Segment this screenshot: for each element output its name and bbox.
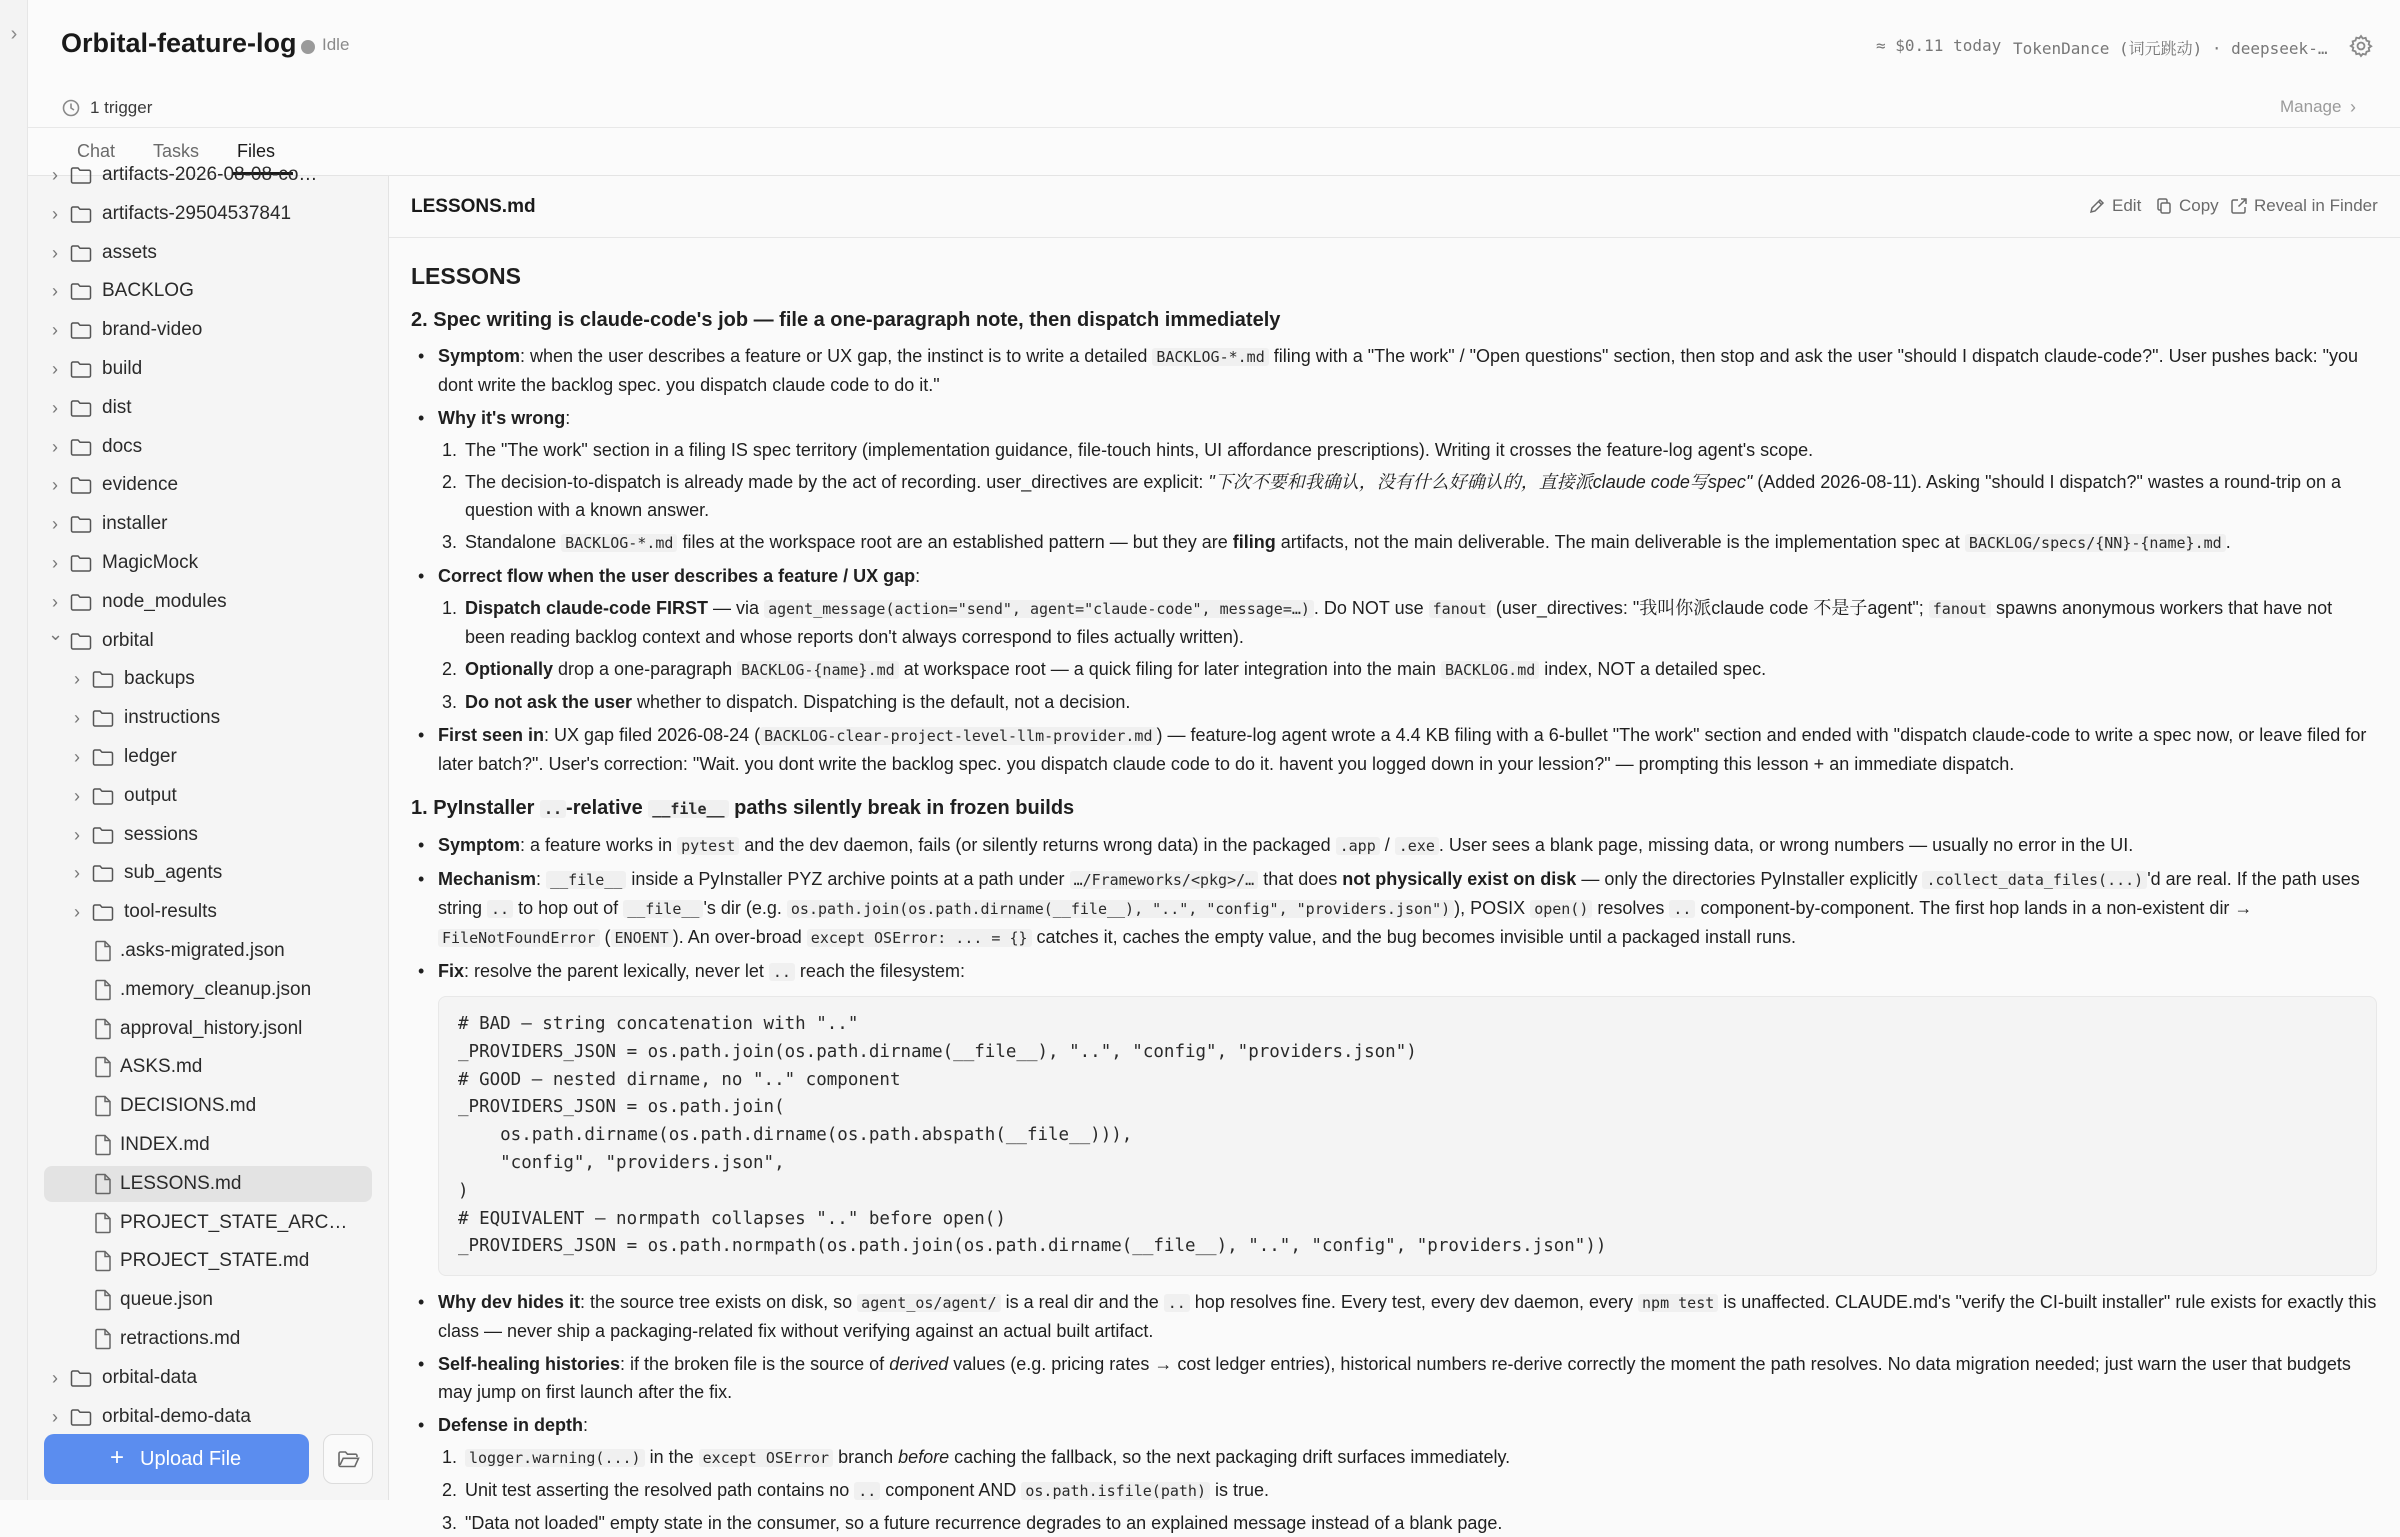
folder-icon [92,669,114,689]
tree-folder-docs[interactable] [44,429,372,465]
tree-item-label: DECISIONS.md [120,1095,257,1117]
left-rail [0,0,28,1500]
external-link-icon [2230,197,2248,215]
chevron-right-icon[interactable]: › [52,514,58,535]
tree-item-label: INDEX.md [120,1134,210,1155]
tree-folder-assets[interactable] [44,235,372,271]
file-icon [94,1289,112,1311]
tree-file-asks-md[interactable] [44,1049,372,1085]
chevron-right-icon[interactable]: › [52,397,58,418]
tree-item-label: dist [102,396,132,418]
tree-folder-backups[interactable] [44,661,372,697]
tree-item-label: artifacts-29504537841 [102,202,292,224]
file-toolbar [389,176,2400,238]
file-icon [94,979,112,1001]
tree-item-label: PROJECT_STATE_ARC… [120,1211,348,1233]
file-icon [94,1250,112,1272]
folder-icon [70,165,92,185]
folder-icon [70,204,92,224]
file-tree[interactable] [28,164,389,1427]
list-item: • Why it's wrong: 1. The "The work" section in a filing IS spec territory (implementation guidance, file-touch hints, UI affordance prescriptions). Writing it crosses the feature-log agent's scope. 2. The decision-to-dispatch is already made by the act of recording. user_directives are explicit: "下次不要和我确认，没有什么好确认的，直接派claude code写spec" (Added 2026-08-11). Asking "should I dispatch?" wastes a round-trip on a question with a known answer. 3. Standalone BACKLOG-*.md files at the workspace root are an established pattern — but they are filing artifacts, not the main deliverable. The main deliverable is the implementation spec at BACKLOG/specs/{NN}-{name}.md . [411,404,2377,557]
list-item: 2. The decision-to-dispatch is already made by the act of recording. user_directives are explicit: "下次不要和我确认，没有什么好确认的，直接派claude code写spec" (Added 2026-08-11). Asking "should I dispatch?" wastes a round-trip on a question with a known answer. [442,472,2342,520]
tree-item-label: orbital-demo-data [102,1405,251,1427]
tree-file-memory-cleanup-json[interactable] [44,972,372,1008]
clock-icon [61,98,81,118]
cost-today: ≈ $0.11 today [1876,36,2002,55]
copy-label: Copy [2179,196,2219,215]
tree-item-label: sessions [124,823,198,845]
tree-item-label: orbital [102,629,154,651]
file-icon [94,1018,112,1040]
chevron-right-icon[interactable]: › [52,591,58,612]
chevron-right-icon[interactable]: › [74,708,80,729]
tree-item-label: build [102,358,143,379]
tree-item-label: MagicMock [102,552,199,573]
gear-icon[interactable] [2348,33,2374,59]
folder-icon [92,902,114,922]
model-selector[interactable]: TokenDance (词元跳动) · deepseek-… [2013,39,2328,58]
manage-triggers-link[interactable]: Manage [2280,97,2342,116]
tree-item-label: instructions [124,707,221,729]
list-item: 1. Dispatch claude-code FIRST — via agent_message(action="send", agent="claude-code", message=…) . Do NOT use fanout (user_directives: "我叫你派claude code 不是子agent"; fanout spawns anonymous workers that have not been reading backlog context and whose reports don't always correspond to files actually written). [442,598,2333,647]
list-item: 3. "Data not loaded" empty state in the consumer, so a future recurrence degrades to an explained message instead of a blank page. [442,1513,1503,1534]
lesson-1-heading: 1. PyInstaller .. -relative __file__ paths silently break in frozen builds [411,797,1075,819]
chevron-right-icon[interactable]: › [52,1406,58,1427]
tree-folder-build[interactable] [44,351,372,387]
tree-folder-artifacts-29504537841[interactable] [44,196,372,232]
file-icon [94,1134,112,1156]
tree-item-label: tool-results [124,901,217,923]
tree-item-label: assets [102,241,157,263]
folder-icon [70,281,92,301]
tree-folder-evidence[interactable] [44,467,372,503]
tree-item-label: approval_history.jsonl [120,1017,303,1039]
markdown-document [411,256,2377,1534]
divider [28,127,2400,128]
chevron-right-icon[interactable]: › [52,359,58,379]
list-item: • First seen in: UX gap filed 2026-08-24 ( BACKLOG-clear-project-level-llm-provider.md ) — feature-log agent wrote a 4.4 KB filing with a 6-bullet "The work" section and ended with "dispatch claude-code to write a spec now, or leave filed for later batch?". User's correction: "Wait. you dont write the backlog spec. you dispatch claude code to do it. havent you logged down in your lession?" — prompting this lesson + an immediate dispatch. [411,721,2377,778]
tree-item-label: sub_agents [124,862,223,884]
upload-file-button[interactable] [44,1434,309,1484]
status-text: Idle [322,35,350,54]
tree-item-label: evidence [102,474,179,496]
chevron-down-icon[interactable]: ⌄ [48,623,64,644]
reveal-in-finder-label: Reveal in Finder [2254,196,2378,215]
file-viewer [389,176,2400,1534]
chevron-right-icon[interactable]: › [74,863,80,884]
tree-file-queue-json[interactable] [44,1282,372,1318]
file-icon [94,940,112,962]
tree-item-label: installer [102,513,168,535]
tab-tasks[interactable]: Tasks [153,141,200,161]
tree-item-label: brand-video [102,319,203,341]
list-item: • Why dev hides it: the source tree exists on disk, so agent_os/agent/ is a real dir and the .. hop resolves fine. Every test, every dev daemon, every npm test is unaffected. CLAUDE.md's "verify the CI-built installer" rule exists for exactly this class — never ship a packaging-related fix without verifying against an actual built artifact. [411,1288,2377,1345]
tree-item-label: node_modules [102,590,227,612]
tree-folder-sub-agents[interactable] [44,855,372,891]
upload-file-label: Upload File [140,1448,242,1470]
tree-item-label: queue.json [120,1289,213,1311]
folder-icon [70,553,92,573]
chevron-right-icon[interactable]: › [52,320,58,341]
chevron-right-icon[interactable]: › [52,1367,58,1388]
folder-icon [70,475,92,495]
chevron-right-icon[interactable]: › [52,165,58,185]
open-file-name: LESSONS.md [411,196,536,217]
folder-open-icon [337,1449,361,1469]
folder-icon [70,398,92,418]
tree-item-label: PROJECT_STATE.md [120,1250,310,1272]
folder-icon [70,514,92,534]
tree-folder-output[interactable] [44,778,372,814]
list-item: • Fix: resolve the parent lexically, never let .. reach the filesystem: # BAD — string concatenation with ".." _PROVIDERS_JSON = os.path.join(os.path.dirname(__file__), "..", "config", "providers.json") # GOOD — nested dirname, no ".." component _PROVIDERS_JSON = os.path.join( os.path.dirname(os.path.dirname(os.path.abspath(__file__))), "config", "providers.json", ) # EQUIVALENT — normpath collapses ".." before open() _PROVIDERS_JSON = os.path.normpath(os.path.join(os.path.dirname(__file__), "..", "config", "providers.json")) [411,957,2377,1276]
agent-title: Orbital-feature-log [61,28,297,58]
tree-folder-instructions[interactable] [44,700,372,736]
lesson-2-list [411,342,2377,778]
chevron-right-icon[interactable]: › [52,475,58,496]
tree-item-label: LESSONS.md [120,1172,242,1194]
code-block[interactable]: # BAD — string concatenation with ".." _PROVIDERS_JSON = os.path.join(os.path.dirname(__file__), "..", "config", "providers.json") # GOOD — nested dirname, no ".." component _PROVIDERS_JSON = os.path.join( os.path.dirname(os.path.dirname(os.path.abspath(__file__))), "config", "providers.json", ) # EQUIVALENT — normpath collapses ".." before open() _PROVIDERS_JSON = os.path.normpath(os.path.join(os.path.dirname(__file__), "..", "config", "providers.json")) [438,996,2377,1276]
expand-rail-chevron-icon[interactable]: › [10,23,18,45]
tree-folder-orbital-data[interactable] [44,1360,372,1396]
chevron-right-icon[interactable]: › [52,242,58,263]
status-dot-icon [301,40,315,54]
chevron-right-icon[interactable]: › [74,785,80,806]
tree-item-label: retractions.md [120,1328,241,1349]
folder-icon [92,708,114,728]
list-item: • Symptom: a feature works in pytest and the dev daemon, fails (or silently returns wrong data) in the packaged .app / .exe . User sees a blank page, missing data, or wrong numbers — usually no error in the UI. [411,831,2377,860]
file-tree-sidebar [28,164,389,1500]
tree-folder-tool-results[interactable] [44,894,372,930]
tree-folder-magicmock[interactable] [44,545,372,581]
list-item: • Symptom: when the user describes a feature or UX gap, the instinct is to write a detailed BACKLOG-*.md filing with a "The work" / "Open questions" section, then stop and ask the user "should I dispatch claude-code?". User pushes back: "you dont write the backlog spec. you dispatch claude code to do it." [411,342,2377,399]
list-item: 3. Do not ask the user whether to dispatch. Dispatching is the default, not a decision. [442,692,1131,712]
tree-item-label: docs [102,435,143,457]
file-icon [94,1328,112,1350]
tree-item-label: BACKLOG [102,280,194,302]
tree-folder-node-modules[interactable] [44,584,372,620]
list-item: • Self-healing histories: if the broken file is the source of derived values (e.g. pricing rates → cost ledger entries), historical numbers re-derive correctly the moment the path resolves. No data migration needed; just warn the user that budgets may jump on first launch after the fix. [411,1350,2377,1406]
chevron-right-icon[interactable]: › [52,203,58,224]
plus-icon: + [110,1444,125,1471]
list-item: 1. logger.warning(...) in the except OSError branch before caching the fallback, so the next packaging drift surfaces immediately. [442,1447,1511,1468]
chevron-right-icon[interactable]: › [74,747,80,767]
copy-icon [2155,197,2173,215]
tree-folder-ledger[interactable] [44,739,372,775]
edit-label: Edit [2112,196,2142,215]
folder-icon [70,1368,92,1388]
chevron-right-icon[interactable]: › [52,553,58,573]
folder-icon [70,437,92,457]
tree-folder-artifacts-2026-08-08-co[interactable] [44,157,372,193]
list-item: • Defense in depth: 1. logger.warning(...) in the except OSError branch before caching the fallback, so the next packaging drift surfaces immediately. 2. Unit test asserting the resolved path contains no .. component AND os.path.isfile(path) is true. 3. "Data not loaded" empty state in the consumer, so a future recurrence degrades to an explained message instead of a blank page. [411,1411,2377,1537]
list-item: 3. Standalone BACKLOG-*.md files at the workspace root are an established pattern — but they are filing artifacts, not the main deliverable. The main deliverable is the implementation spec at BACKLOG/specs/{NN}-{name}.md . [442,532,2231,552]
folder-icon [92,786,114,806]
chevron-right-icon[interactable]: › [74,824,80,845]
tree-item-label: ledger [124,746,177,767]
tree-file-retractions-md[interactable] [44,1321,372,1357]
folder-icon [92,747,114,767]
open-folder-button[interactable] [323,1434,373,1484]
tree-item-label: .memory_cleanup.json [120,978,312,1000]
agent-header [28,0,2400,176]
list-item: • Mechanism: __file__ inside a PyInstaller PYZ archive points at a path under …/Frameworks/<pkg>/… that does not physically exist on disk — only the directories PyInstaller explicitly .collect_data_files(...) 'd are real. If the path uses string .. to hop out of __file__ 's dir (e.g. os.path.join(os.path.dirname(__file__), "..", "config", "providers.json") ), POSIX open() resolves .. component-by-component. The first hop lands in a non-existent dir → FileNotFoundError ( ENOENT ). An over-broad except OSError: ... = {} catches it, caches the empty value, and the bug becomes invisible until a packaged install runs. [411,865,2377,952]
chevron-right-icon: › [2350,97,2356,117]
list-item: 2. Unit test asserting the resolved path contains no .. component AND os.path.isfile(path) is true. [442,1480,1270,1501]
lesson-2-heading: 2. Spec writing is claude-code's job — file a one-paragraph note, then dispatch immediately [411,309,1281,331]
folder-icon [92,863,114,883]
chevron-right-icon[interactable]: › [52,436,58,457]
folder-icon [70,1407,92,1427]
folder-icon [70,359,92,379]
tab-files[interactable]: Files [237,141,276,161]
folder-icon [70,243,92,263]
file-icon [94,1173,112,1195]
folder-icon [70,320,92,340]
tree-folder-dist[interactable] [44,390,372,426]
list-item: 2. Optionally drop a one-paragraph BACKLOG-{name}.md at workspace root — a quick filing for later integration into the main BACKLOG.md index, NOT a detailed spec. [442,659,1767,679]
tree-item-label: artifacts-2026-08-08-co… [102,164,318,185]
folder-icon [70,592,92,612]
tree-file-asks-migrated-json[interactable] [44,933,372,969]
tree-item-label: ASKS.md [120,1056,203,1078]
tree-folder-orbital[interactable] [44,623,372,659]
chevron-right-icon[interactable]: › [74,669,80,690]
tree-item-label: output [124,784,177,806]
tree-folder-brand-video[interactable] [44,312,372,348]
tree-file-index-md[interactable] [44,1127,372,1163]
pencil-icon [2088,197,2106,215]
list-item: 1. The "The work" section in a filing IS spec territory (implementation guidance, file-touch hints, UI affordance prescriptions). Writing it crosses the feature-log agent's scope. [442,440,1814,460]
tree-file-lessons-md[interactable] [44,1166,372,1202]
file-icon [94,1095,112,1117]
folder-icon [70,631,92,651]
tab-chat[interactable]: Chat [77,141,116,161]
tree-folder-backlog[interactable] [44,273,372,309]
tree-folder-sessions[interactable] [44,817,372,853]
list-item: • Correct flow when the user describes a feature / UX gap: 1. Dispatch claude-code FIRST — via agent_message(action="send", agent="claude-code", message=…) . Do NOT use fanout (user_directives: "我叫你派claude code 不是子agent"; fanout spawns anonymous workers that have not been reading backlog context and whose reports don't always correspond to files actually written). 2. Optionally drop a one-paragraph BACKLOG-{name}.md at workspace root — a quick filing for later integration into the main BACKLOG.md index, NOT a detailed spec. 3. Do not ask the user whether to dispatch. Dispatching is the default, not a decision. [411,562,2377,716]
tree-file-project-state-arc[interactable] [44,1205,372,1241]
tree-item-label: orbital-data [102,1366,198,1388]
tree-folder-installer[interactable] [44,506,372,542]
folder-icon [92,825,114,845]
document-title: LESSONS [411,263,521,289]
chevron-right-icon[interactable]: › [52,281,58,302]
tree-file-decisions-md[interactable] [44,1088,372,1124]
file-icon [94,1212,112,1234]
tree-file-project-state-md[interactable] [44,1243,372,1279]
chevron-right-icon[interactable]: › [74,902,80,923]
file-icon [94,1056,112,1078]
tree-item-label: backups [124,668,195,690]
tree-folder-orbital-demo-data[interactable] [44,1399,372,1435]
tree-item-label: .asks-migrated.json [120,940,285,961]
tree-file-approval-history-jsonl[interactable] [44,1011,372,1047]
lesson-1-list [411,831,2377,1537]
trigger-count: 1 trigger [90,98,153,117]
